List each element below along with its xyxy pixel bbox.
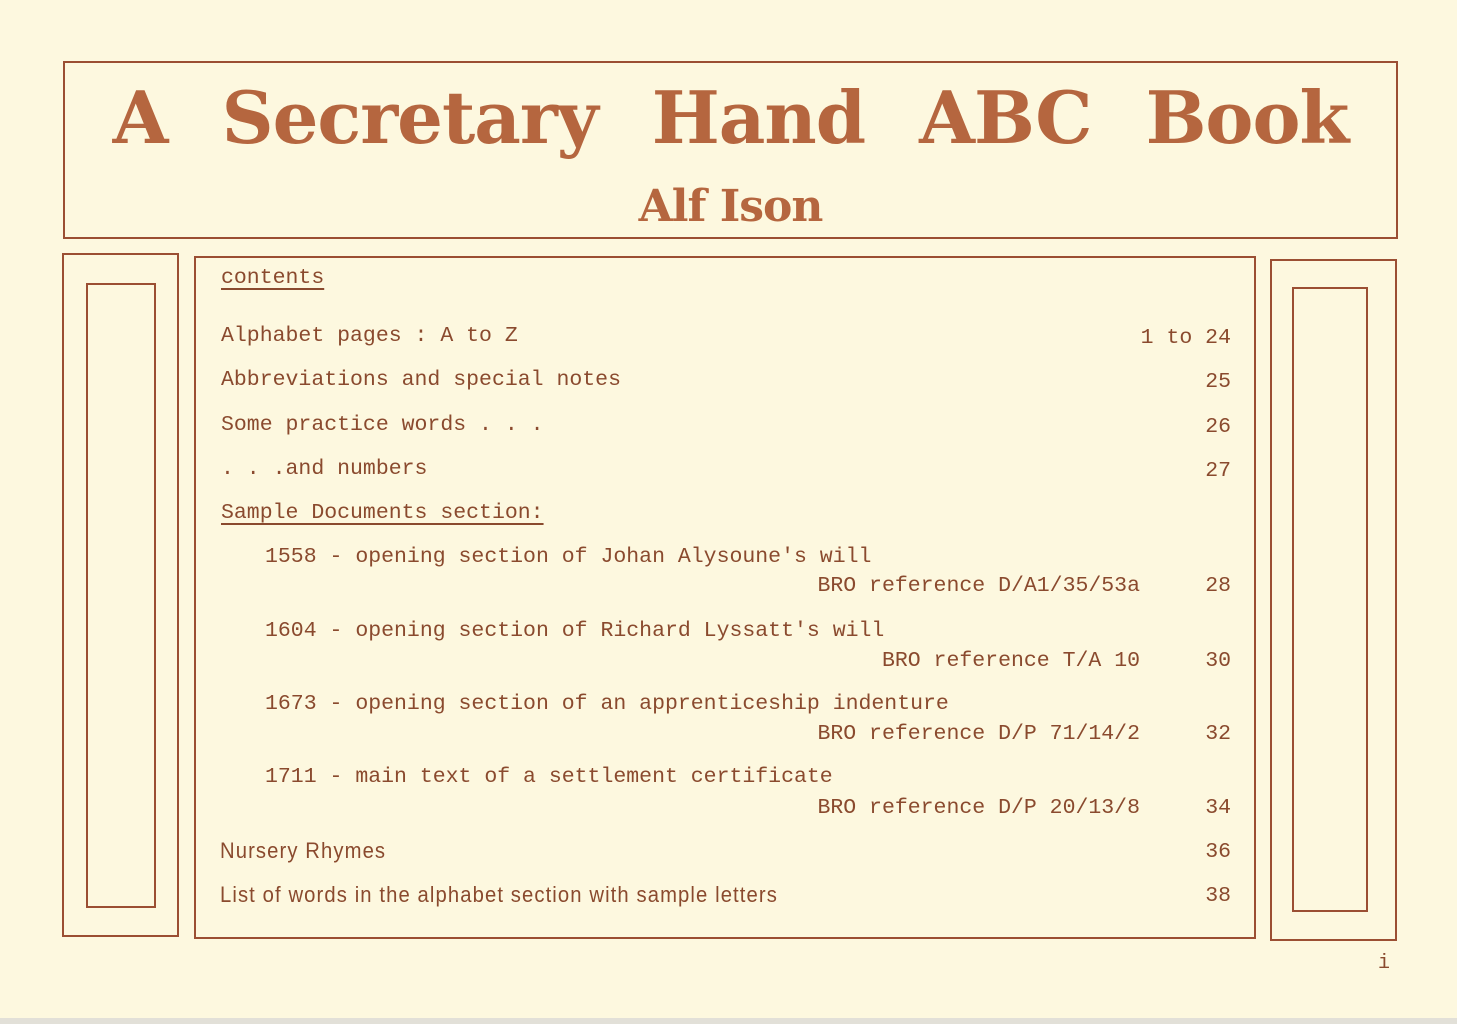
toc-entry-label: Nursery Rhymes <box>220 838 387 863</box>
page-number: i <box>1378 952 1391 975</box>
document-page: 32 <box>1205 722 1231 746</box>
page-edge <box>0 1018 1457 1024</box>
document-reference: BRO reference T/A 10 <box>881 649 1140 673</box>
toc-entry-page: 26 <box>1205 415 1231 439</box>
toc-entry-page: 1 to 24 <box>1140 326 1231 350</box>
document-title: 1604 - opening section of Richard Lyssatt's will <box>265 619 885 643</box>
book-author: Alf Ison <box>638 181 823 232</box>
toc-entry-label: List of words in the alphabet section with sample letters <box>220 882 778 907</box>
toc-entry-label: . . .and numbers <box>221 457 428 481</box>
document-page: 30 <box>1205 649 1231 673</box>
toc-entry-page: 36 <box>1205 840 1231 864</box>
toc-entry-page: 38 <box>1205 884 1231 908</box>
document-title: 1558 - opening section of Johan Alysoune's will <box>265 545 872 569</box>
document-title: 1673 - opening section of an apprenticeship indenture <box>265 692 949 716</box>
toc-entry-page: 25 <box>1205 370 1231 394</box>
document-reference: BRO reference D/P 20/13/8 <box>817 796 1140 820</box>
left-decorative-frame-inner <box>86 283 156 908</box>
document-page: 34 <box>1205 796 1231 820</box>
toc-entry-label: Abbreviations and special notes <box>221 368 621 392</box>
document-reference: BRO reference D/P 71/14/2 <box>817 722 1140 746</box>
contents-heading: contents <box>221 266 325 290</box>
document-page: 28 <box>1205 574 1231 598</box>
document-title: 1711 - main text of a settlement certificate <box>265 765 833 789</box>
toc-entry-label: Alphabet pages : A to Z <box>221 324 518 348</box>
toc-entry-page: 27 <box>1205 459 1231 483</box>
document-reference: BRO reference D/A1/35/53a <box>817 574 1140 598</box>
toc-entry-label: Some practice words . . . <box>221 413 544 437</box>
book-title: A Secretary Hand ABC Book <box>112 75 1349 160</box>
sample-documents-heading: Sample Documents section: <box>221 501 544 525</box>
title-frame <box>63 61 1398 239</box>
right-decorative-frame-inner <box>1292 287 1368 912</box>
